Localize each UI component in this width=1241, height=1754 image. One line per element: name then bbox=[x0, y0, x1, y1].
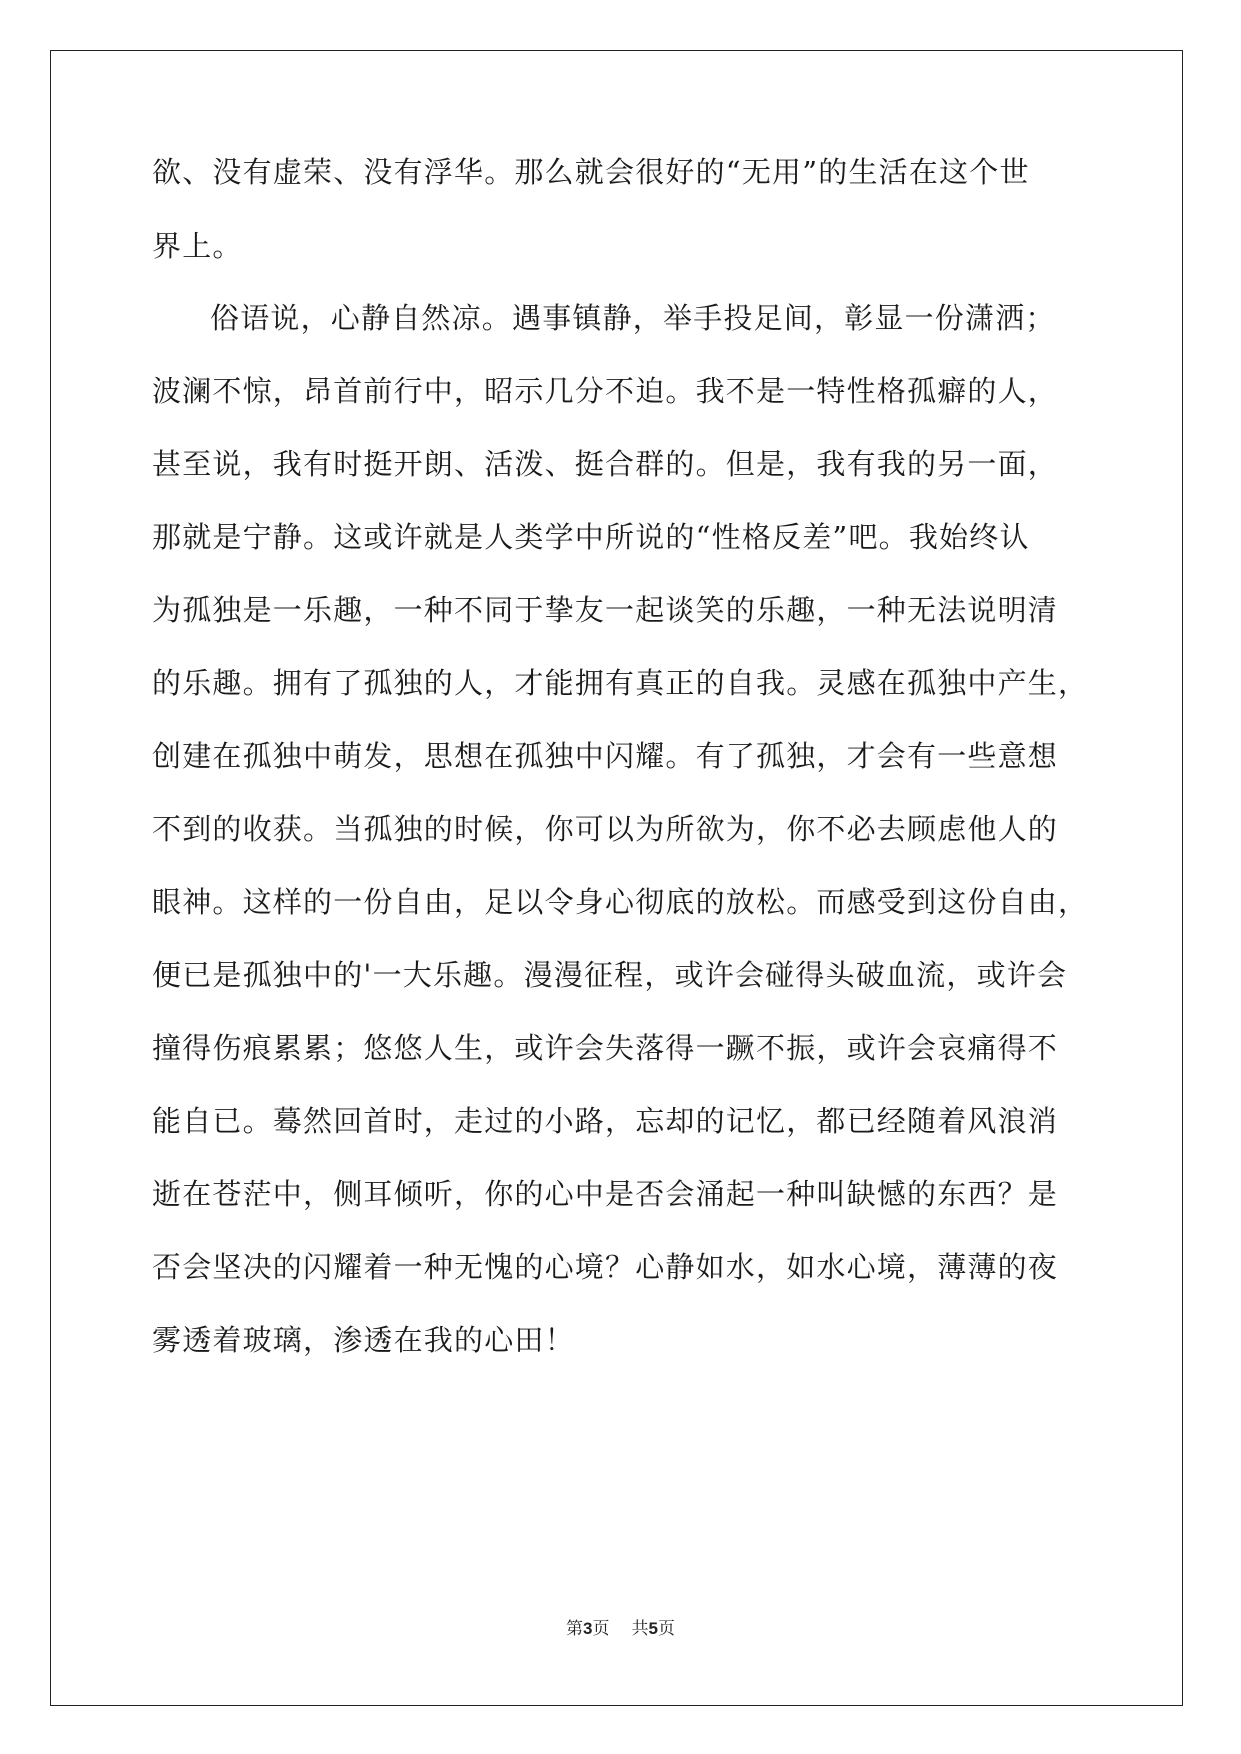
text-line: 的乐趣。拥有了孤独的人，才能拥有真正的自我。灵感在孤独中产生， bbox=[152, 666, 1089, 700]
page-suffix: 页 bbox=[592, 1619, 610, 1639]
text-line: 眼神。这样的一份自由，足以令身心彻底的放松。而感受到这份自由， bbox=[152, 885, 1089, 919]
page-footer bbox=[0, 1614, 1241, 1639]
text-line: 波澜不惊，昂首前行中，昭示几分不迫。我不是一特性格孤癖的人， bbox=[152, 374, 1059, 408]
total-prefix: 共 bbox=[631, 1619, 649, 1639]
text-line: 创建在孤独中萌发，思想在孤独中闪耀。有了孤独，才会有一些意想 bbox=[152, 739, 1059, 773]
text-line: 欲、没有虚荣、没有浮华。那么就会很好的“无用”的生活在这个世 bbox=[152, 155, 1030, 189]
total-suffix: 页 bbox=[657, 1619, 675, 1639]
text-line: 逝在苍茫中，侧耳倾听，你的心中是否会涌起一种叫缺憾的东西？是 bbox=[152, 1177, 1059, 1211]
text-line: 便已是孤独中的'一大乐趣。漫漫征程，或许会碰得头破血流，或许会 bbox=[152, 958, 1068, 992]
text-line: 为孤独是一乐趣，一种不同于挚友一起谈笑的乐趣，一种无法说明清 bbox=[152, 593, 1059, 627]
text-line: 能自已。蓦然回首时，走过的小路，忘却的记忆，都已经随着风浪消 bbox=[152, 1104, 1059, 1138]
page-total: 5 bbox=[648, 1619, 658, 1638]
text-line: 甚至说，我有时挺开朗、活泼、挺合群的。但是，我有我的另一面， bbox=[152, 447, 1059, 481]
page-current: 3 bbox=[583, 1619, 593, 1638]
text-line: 撞得伤痕累累；悠悠人生，或许会失落得一蹶不振，或许会哀痛得不 bbox=[152, 1031, 1059, 1065]
text-line: 否会坚决的闪耀着一种无愧的心境？心静如水，如水心境，薄薄的夜 bbox=[152, 1250, 1059, 1284]
text-line: 界上。 bbox=[152, 229, 243, 263]
text-line: 俗语说，心静自然凉。遇事镇静，举手投足间，彰显一份潇洒； bbox=[210, 301, 1056, 335]
text-line: 那就是宁静。这或许就是人类学中所说的“性格反差”吧。我始终认 bbox=[152, 520, 1030, 554]
page-prefix: 第 bbox=[566, 1619, 584, 1639]
text-line: 不到的收获。当孤独的时候，你可以为所欲为，你不必去顾虑他人的 bbox=[152, 812, 1059, 846]
text-line: 雾透着玻璃，渗透在我的心田！ bbox=[152, 1323, 575, 1357]
